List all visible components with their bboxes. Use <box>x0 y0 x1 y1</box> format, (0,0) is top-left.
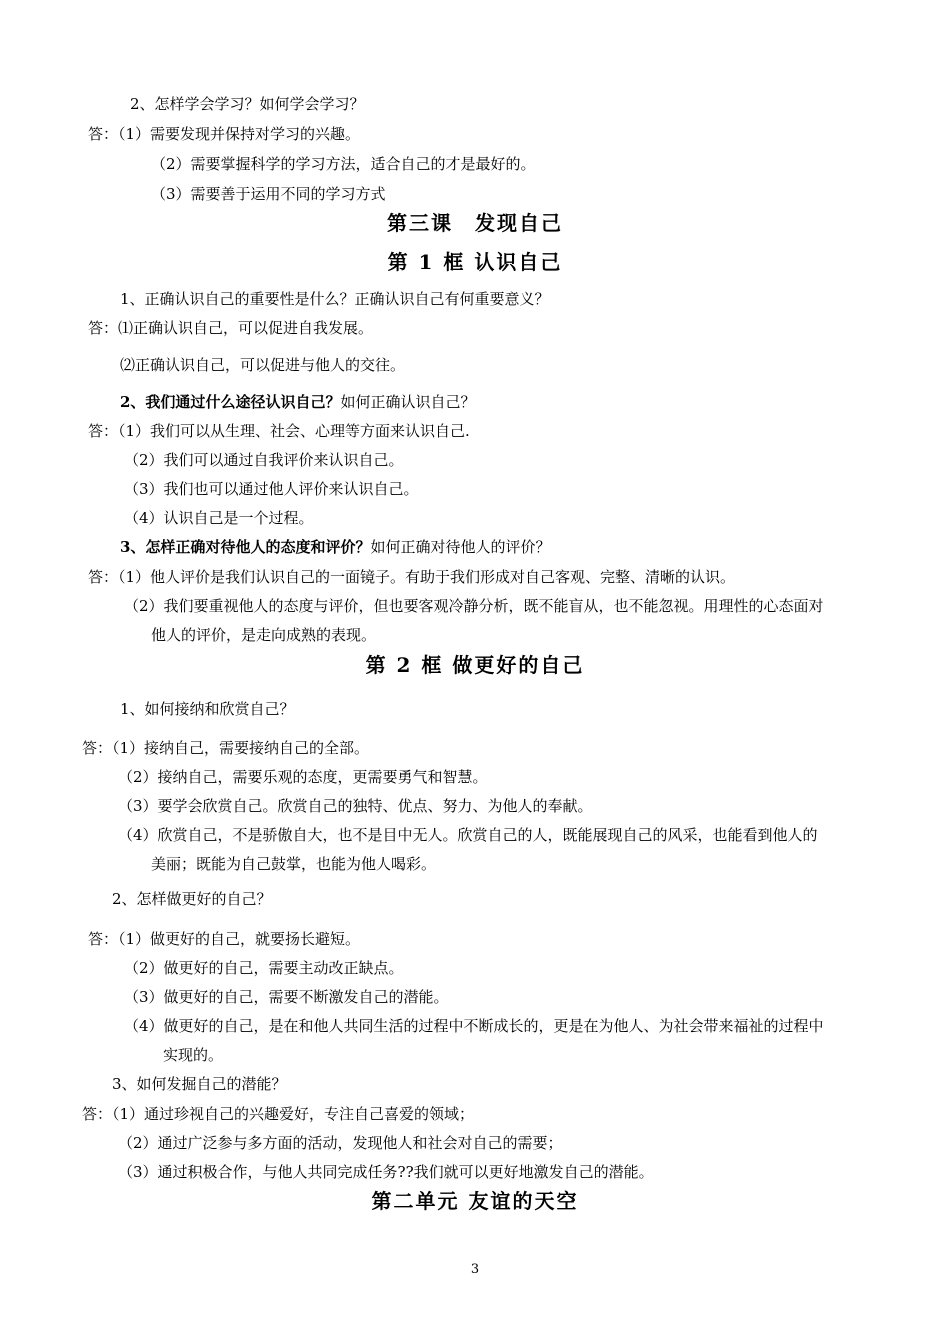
question-1: 1、正确认识自己的重要性是什么？正确认识自己有何重要意义？ <box>120 290 550 308</box>
question-2-bold: 2、我们通过什么途径认识自己？ <box>120 393 341 411</box>
answer-2-4: （4）认识自己是一个过程。 <box>124 509 314 527</box>
frame-1-heading: 第 1 框 认识自己 <box>387 250 563 274</box>
answer-5-1: 答：（1）做更好的自己，就要扬长避短。 <box>88 930 361 948</box>
answer-3-2: （2）我们要重视他人的态度与评价，但也要客观冷静分析，既不能盲从，也不能忽视。用理性的心态面对 <box>124 597 824 615</box>
question-2 <box>120 392 475 412</box>
answer-4-3: （3）要学会欣赏自己。欣赏自己的独特、优点、努力、为他人的奉献。 <box>118 797 593 815</box>
answer-2-2: （2）我们可以通过自我评价来认识自己。 <box>124 451 404 469</box>
answer-4-2: （2）接纳自己，需要乐观的态度，更需要勇气和智慧。 <box>118 768 488 786</box>
answer-6-2: （2）通过广泛参与多方面的活动，发现他人和社会对自己的需要； <box>118 1134 563 1152</box>
question-5: 2、怎样做更好的自己？ <box>112 890 272 908</box>
question-6: 3、如何发掘自己的潜能？ <box>112 1075 287 1093</box>
answer-6-3: （3）通过积极合作，与他人共同完成任务??我们就可以更好地激发自己的潜能。 <box>118 1163 654 1181</box>
frame-2-heading: 第 2 框 做更好的自己 <box>365 653 585 677</box>
lesson-3-heading: 第三课 发现自己 <box>387 211 563 235</box>
question-learning: 2、怎样学会学习？如何学会学习？ <box>130 95 365 113</box>
answer-2-1: 答：（1）我们可以从生理、社会、心理等方面来认识自己. <box>88 422 470 440</box>
page-number: 3 <box>470 1262 480 1277</box>
answer-learning-1: 答：（1）需要发现并保持对学习的兴趣。 <box>88 125 361 143</box>
answer-3-2-cont: 他人的评价，是走向成熟的表现。 <box>151 626 377 644</box>
answer-6-1: 答：（1）通过珍视自己的兴趣爱好，专注自己喜爱的领域； <box>82 1105 475 1123</box>
answer-5-2: （2）做更好的自己，需要主动改正缺点。 <box>124 959 404 977</box>
answer-1-1: 答：⑴正确认识自己，可以促进自我发展。 <box>88 319 374 337</box>
question-3-rest: 如何正确对待他人的评价？ <box>370 538 551 556</box>
answer-5-4-cont: 实现的。 <box>163 1046 224 1064</box>
answer-3-1: 答：（1）他人评价是我们认识自己的一面镜子。有助于我们形成对自己客观、完整、清晰的认识。 <box>88 568 736 586</box>
answer-5-4: （4）做更好的自己，是在和他人共同生活的过程中不断成长的，更是在为他人、为社会带来福祉的过程中 <box>124 1017 824 1035</box>
unit-2-heading: 第二单元 友谊的天空 <box>371 1189 579 1213</box>
answer-5-3: （3）做更好的自己，需要不断激发自己的潜能。 <box>124 988 449 1006</box>
answer-4-1: 答：（1）接纳自己，需要接纳自己的全部。 <box>82 739 370 757</box>
answer-4-4: （4）欣赏自己，不是骄傲自大，也不是目中无人。欣赏自己的人，既能展现自己的风采，也能看到他人的 <box>118 826 818 844</box>
question-3-bold: 3、怎样正确对待他人的态度和评价？ <box>120 538 371 556</box>
answer-4-4-cont: 美丽；既能为自己鼓掌，也能为他人喝彩。 <box>151 855 437 873</box>
question-2-rest: 如何正确认识自己？ <box>340 393 476 411</box>
question-3 <box>120 537 550 557</box>
answer-1-2: ⑵正确认识自己，可以促进与他人的交往。 <box>120 356 406 374</box>
answer-learning-3: （3）需要善于运用不同的学习方式 <box>151 185 386 203</box>
question-4: 1、如何接纳和欣赏自己？ <box>120 700 295 718</box>
answer-learning-2: （2）需要掌握科学的学习方法，适合自己的才是最好的。 <box>151 155 536 173</box>
answer-2-3: （3）我们也可以通过他人评价来认识自己。 <box>124 480 419 498</box>
